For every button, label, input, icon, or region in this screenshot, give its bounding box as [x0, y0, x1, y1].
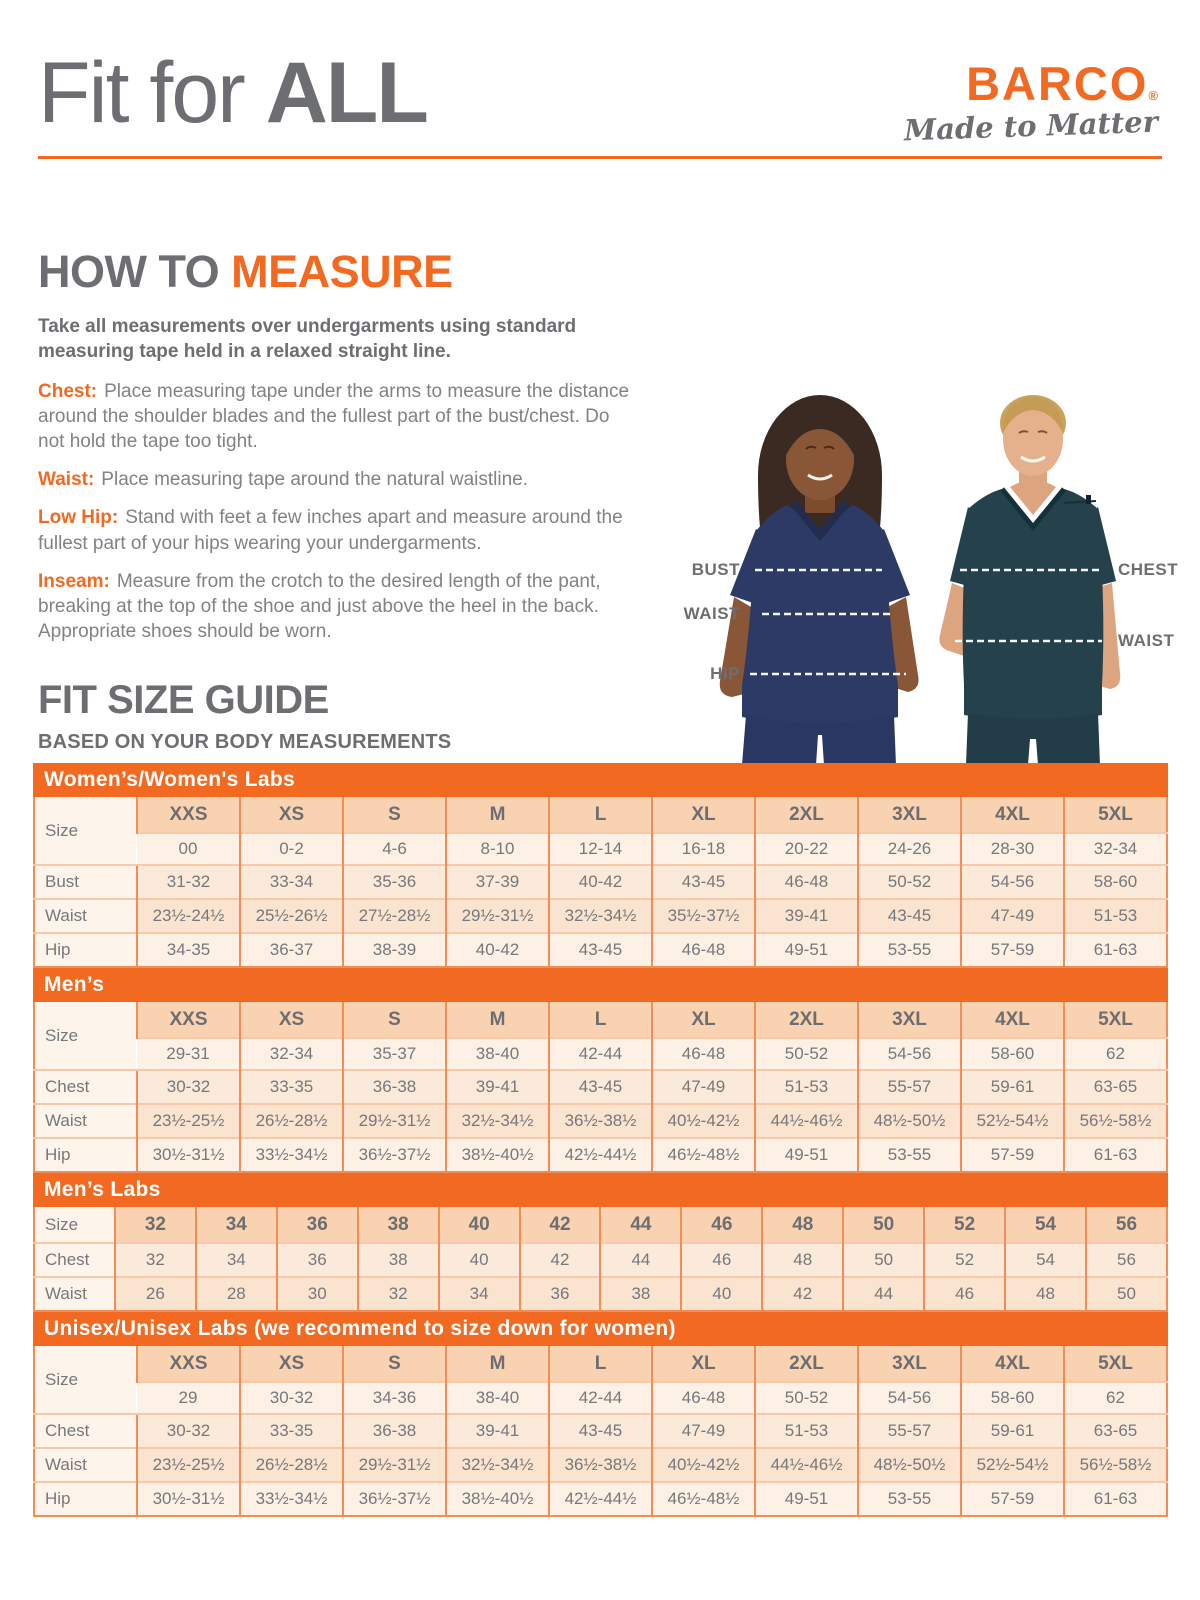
size-cell: 29½-31½ [343, 1104, 446, 1138]
registered-mark-icon: ® [1148, 88, 1158, 103]
size-cell: 28 [196, 1277, 277, 1311]
size-cell: Waist [34, 899, 137, 933]
table-banner: Unisex/Unisex Labs (we recommend to size down for women) [33, 1312, 1168, 1346]
size-cell: 34 [196, 1207, 277, 1243]
size-cell: M [446, 797, 549, 833]
size-cell: 62 [1064, 1382, 1167, 1414]
size-cell: 30-32 [137, 1414, 240, 1448]
size-cell: 30½-31½ [137, 1482, 240, 1516]
size-cell: 50 [843, 1207, 924, 1243]
size-cell: 3XL [858, 1002, 961, 1038]
brand-tagline: Made to Matter [903, 104, 1159, 148]
size-cell: Hip [34, 1482, 137, 1516]
size-cell: 61-63 [1064, 1138, 1167, 1172]
size-table [33, 797, 1168, 968]
size-cell: 57-59 [961, 1138, 1064, 1172]
measure-item-inseam [38, 569, 630, 644]
size-cell: 36½-37½ [343, 1482, 446, 1516]
size-cell: 37-39 [446, 865, 549, 899]
page-title-bold: ALL [265, 45, 427, 141]
size-cell: XS [240, 1346, 343, 1382]
size-cell: 51-53 [755, 1414, 858, 1448]
table-row [34, 1138, 1167, 1172]
size-cell: 51-53 [1064, 899, 1167, 933]
size-cell: 36½-38½ [549, 1104, 652, 1138]
size-cell: S [343, 797, 446, 833]
size-cell: 34-35 [137, 933, 240, 967]
size-cell: 31-32 [137, 865, 240, 899]
size-cell: 40 [681, 1277, 762, 1311]
size-cell: 8-10 [446, 833, 549, 865]
size-cell: 38 [358, 1207, 439, 1243]
table-banner: Women’s/Women's Labs [33, 763, 1168, 797]
size-cell: Chest [34, 1414, 137, 1448]
guide-title: FIT SIZE GUIDE [38, 678, 329, 722]
size-cell: 55-57 [858, 1070, 961, 1104]
size-cell: 46-48 [652, 1038, 755, 1070]
table-row [34, 1243, 1167, 1277]
size-cell: 48 [762, 1207, 843, 1243]
table-row [34, 1414, 1167, 1448]
size-cell: 61-63 [1064, 933, 1167, 967]
size-cell: Size [34, 1002, 137, 1070]
size-cell: Size [34, 797, 137, 865]
size-cell: XL [652, 797, 755, 833]
size-cell: 40 [439, 1207, 520, 1243]
size-cell: Bust [34, 865, 137, 899]
man-figure [939, 395, 1120, 765]
size-cell: XL [652, 1346, 755, 1382]
size-cell: 38 [600, 1277, 681, 1311]
size-cell: 51-53 [755, 1070, 858, 1104]
table-row [34, 1482, 1167, 1516]
size-cell: XXS [137, 797, 240, 833]
size-cell: 23½-25½ [137, 1104, 240, 1138]
size-cell: 33½-34½ [240, 1138, 343, 1172]
size-cell: 46-48 [652, 1382, 755, 1414]
size-cell: 42 [762, 1277, 843, 1311]
size-table [33, 1207, 1168, 1312]
size-cell: 47-49 [652, 1070, 755, 1104]
how-to-measure-heading [38, 246, 630, 298]
size-cell: 47-49 [652, 1414, 755, 1448]
size-cell: 46 [924, 1277, 1005, 1311]
measure-desc: Place measuring tape under the arms to measure the distance around the shoulder blades and the fullest part of the bust/chest. Do not hold the tape too tight. [38, 381, 630, 453]
table-row [34, 899, 1167, 933]
size-cell: 44½-46½ [755, 1104, 858, 1138]
size-cell: 58-60 [1064, 865, 1167, 899]
size-cell: 36 [277, 1207, 358, 1243]
size-cell: 42½-44½ [549, 1482, 652, 1516]
size-cell: 54 [1005, 1243, 1086, 1277]
table-banner: Men’s [33, 968, 1168, 1002]
size-cell: 29 [137, 1382, 240, 1414]
size-cell: 24-26 [858, 833, 961, 865]
size-cell: 35-36 [343, 865, 446, 899]
size-cell: 38-40 [446, 1038, 549, 1070]
size-cell: 42½-44½ [549, 1138, 652, 1172]
size-cell: 43-45 [652, 865, 755, 899]
size-cell: 47-49 [961, 899, 1064, 933]
size-cell: Chest [34, 1243, 115, 1277]
size-cell: 44 [600, 1207, 681, 1243]
woman-waist-label: WAIST [683, 604, 740, 623]
size-cell: 46-48 [755, 865, 858, 899]
size-cell: 29½-31½ [343, 1448, 446, 1482]
size-cell: 32½-34½ [549, 899, 652, 933]
size-cell: 26½-28½ [240, 1448, 343, 1482]
size-cell: 49-51 [755, 1138, 858, 1172]
size-cell: 34 [196, 1243, 277, 1277]
size-cell: 33-34 [240, 865, 343, 899]
size-cell: 38-40 [446, 1382, 549, 1414]
size-cell: 61-63 [1064, 1482, 1167, 1516]
size-cell: 48½-50½ [858, 1104, 961, 1138]
size-cell: 58-60 [961, 1382, 1064, 1414]
size-cell: 46 [681, 1243, 762, 1277]
size-cell: 38½-40½ [446, 1138, 549, 1172]
size-cell: 5XL [1064, 1002, 1167, 1038]
table-banner: Men’s Labs [33, 1173, 1168, 1207]
size-cell: 46 [681, 1207, 762, 1243]
size-cell: Size [34, 1346, 137, 1414]
size-cell: 39-41 [755, 899, 858, 933]
size-cell: 33-35 [240, 1070, 343, 1104]
table-row [34, 1070, 1167, 1104]
size-cell: 34-36 [343, 1382, 446, 1414]
measure-desc: Stand with feet a few inches apart and measure around the fullest part of your hips wearing your undergarments. [38, 507, 623, 554]
measurement-figures [650, 383, 1195, 765]
size-cell: 40½-42½ [652, 1104, 755, 1138]
size-cell: 23½-25½ [137, 1448, 240, 1482]
brand-name: BARCO® [966, 57, 1158, 110]
how-to-measure-section [38, 246, 630, 657]
size-cell: 4-6 [343, 833, 446, 865]
size-cell: 54-56 [961, 865, 1064, 899]
size-cell: 46-48 [652, 933, 755, 967]
table-row [34, 933, 1167, 967]
fit-size-guide-heading [38, 678, 451, 754]
size-cell: XXS [137, 1002, 240, 1038]
brand-logo [903, 57, 1159, 148]
size-cell: 62 [1064, 1038, 1167, 1070]
header-divider [38, 156, 1162, 159]
size-cell: 46½-48½ [652, 1138, 755, 1172]
size-cell: 42-44 [549, 1382, 652, 1414]
size-cell: L [549, 797, 652, 833]
size-cell: S [343, 1346, 446, 1382]
measure-term: Chest: [38, 381, 98, 403]
size-cell: 4XL [961, 1346, 1064, 1382]
size-cell: 56½-58½ [1064, 1104, 1167, 1138]
size-cell: 49-51 [755, 933, 858, 967]
table-row [34, 1277, 1167, 1311]
size-cell: 4XL [961, 797, 1064, 833]
size-cell: 5XL [1064, 1346, 1167, 1382]
size-cell: 35½-37½ [652, 899, 755, 933]
size-table [33, 1346, 1168, 1517]
size-cell: 38-39 [343, 933, 446, 967]
size-cell: 52½-54½ [961, 1104, 1064, 1138]
size-cell: 32 [115, 1207, 196, 1243]
size-cell: 4XL [961, 1002, 1064, 1038]
size-cell: 33½-34½ [240, 1482, 343, 1516]
size-cell: 38½-40½ [446, 1482, 549, 1516]
size-cell: 58-60 [961, 1038, 1064, 1070]
size-cell: 23½-24½ [137, 899, 240, 933]
size-cell: 20-22 [755, 833, 858, 865]
measure-term: Low Hip: [38, 507, 119, 529]
size-cell: L [549, 1346, 652, 1382]
size-cell: 44½-46½ [755, 1448, 858, 1482]
size-cell: 57-59 [961, 933, 1064, 967]
size-cell: 44 [600, 1243, 681, 1277]
measure-item-waist [38, 467, 630, 492]
size-cell: 30½-31½ [137, 1138, 240, 1172]
measure-desc: Place measuring tape around the natural waistline. [101, 469, 528, 491]
size-cell: 3XL [858, 797, 961, 833]
size-cell: 49-51 [755, 1482, 858, 1516]
size-cell: 42 [520, 1207, 601, 1243]
size-cell: 29½-31½ [446, 899, 549, 933]
size-cell: 59-61 [961, 1070, 1064, 1104]
size-cell: 32-34 [240, 1038, 343, 1070]
size-cell: 32½-34½ [446, 1104, 549, 1138]
size-cell: 40½-42½ [652, 1448, 755, 1482]
size-cell: 43-45 [549, 1070, 652, 1104]
size-table [33, 1002, 1168, 1173]
size-cell: 32 [358, 1277, 439, 1311]
size-cell: 63-65 [1064, 1414, 1167, 1448]
size-cell: M [446, 1002, 549, 1038]
size-cell: 36 [277, 1243, 358, 1277]
size-cell: XS [240, 797, 343, 833]
guide-subtitle: BASED ON YOUR BODY MEASUREMENTS [38, 731, 452, 753]
size-cell: 40-42 [446, 933, 549, 967]
size-cell: 2XL [755, 1346, 858, 1382]
size-cell: 5XL [1064, 797, 1167, 833]
size-cell: 43-45 [549, 1414, 652, 1448]
size-cell: Size [34, 1207, 115, 1243]
size-cell: 26½-28½ [240, 1104, 343, 1138]
measure-term: Inseam: [38, 570, 110, 592]
measure-desc: Measure from the crotch to the desired length of the pant, breaking at the top of the shoe and just above the heel in the back. Appropriate shoes should be worn. [38, 570, 601, 642]
size-cell: 26 [115, 1277, 196, 1311]
size-cell: 0-2 [240, 833, 343, 865]
size-cell: 30-32 [137, 1070, 240, 1104]
size-cell: 36 [520, 1277, 601, 1311]
size-cell: 57-59 [961, 1482, 1064, 1516]
measure-item-chest [38, 379, 630, 454]
size-cell: 36-38 [343, 1414, 446, 1448]
measure-term: Waist: [38, 469, 95, 491]
table-row [34, 1448, 1167, 1482]
size-cell: 28-30 [961, 833, 1064, 865]
bust-label: BUST [691, 560, 740, 579]
size-cell: 2XL [755, 797, 858, 833]
size-cell: 00 [137, 833, 240, 865]
size-cell: 56 [1086, 1243, 1167, 1277]
size-cell: XL [652, 1002, 755, 1038]
size-cell: Chest [34, 1070, 137, 1104]
size-cell: 48 [1005, 1277, 1086, 1311]
size-tables [33, 763, 1168, 1517]
size-cell: 48 [762, 1243, 843, 1277]
chest-label: CHEST [1118, 560, 1179, 579]
size-cell: 46½-48½ [652, 1482, 755, 1516]
size-cell: 32½-34½ [446, 1448, 549, 1482]
size-cell: Waist [34, 1448, 137, 1482]
size-cell: Hip [34, 1138, 137, 1172]
size-cell: 36½-37½ [343, 1138, 446, 1172]
size-cell: 63-65 [1064, 1070, 1167, 1104]
size-cell: 53-55 [858, 1138, 961, 1172]
size-cell: 33-35 [240, 1414, 343, 1448]
size-cell: 44 [843, 1277, 924, 1311]
size-cell: 39-41 [446, 1414, 549, 1448]
size-cell: 43-45 [549, 933, 652, 967]
size-cell: 56 [1086, 1207, 1167, 1243]
size-cell: 36-38 [343, 1070, 446, 1104]
size-cell: 55-57 [858, 1414, 961, 1448]
table-row [34, 1104, 1167, 1138]
size-cell: 38 [358, 1243, 439, 1277]
size-cell: 50 [1086, 1277, 1167, 1311]
size-cell: 54-56 [858, 1038, 961, 1070]
size-cell: 42 [520, 1243, 601, 1277]
table-row [34, 865, 1167, 899]
size-cell: 50 [843, 1243, 924, 1277]
size-cell: 54 [1005, 1207, 1086, 1243]
size-cell: 52½-54½ [961, 1448, 1064, 1482]
size-cell: Waist [34, 1277, 115, 1311]
size-cell: 56½-58½ [1064, 1448, 1167, 1482]
size-cell: 12-14 [549, 833, 652, 865]
size-cell: 50-52 [755, 1382, 858, 1414]
size-cell: 16-18 [652, 833, 755, 865]
size-cell: 30 [277, 1277, 358, 1311]
size-cell: 25½-26½ [240, 899, 343, 933]
size-cell: XS [240, 1002, 343, 1038]
size-cell: 52 [924, 1207, 1005, 1243]
size-cell: 40-42 [549, 865, 652, 899]
size-cell: Waist [34, 1104, 137, 1138]
size-cell: 50-52 [755, 1038, 858, 1070]
man-waist-label: WAIST [1118, 631, 1175, 650]
size-cell: 36-37 [240, 933, 343, 967]
heading-orange-part: MEASURE [231, 246, 453, 297]
size-cell: Hip [34, 933, 137, 967]
heading-gray-part: HOW TO [38, 246, 220, 297]
size-cell: L [549, 1002, 652, 1038]
size-cell: 53-55 [858, 933, 961, 967]
size-cell: 3XL [858, 1346, 961, 1382]
size-cell: XXS [137, 1346, 240, 1382]
size-cell: M [446, 1346, 549, 1382]
size-cell: 42-44 [549, 1038, 652, 1070]
size-cell: 32 [115, 1243, 196, 1277]
size-cell: 43-45 [858, 899, 961, 933]
size-cell: 48½-50½ [858, 1448, 961, 1482]
measure-item-low-hip [38, 505, 630, 555]
size-cell: 29-31 [137, 1038, 240, 1070]
measure-intro: Take all measurements over undergarments using standard measuring tape held in a relaxed straight line. [38, 316, 577, 363]
size-cell: 30-32 [240, 1382, 343, 1414]
size-cell: 54-56 [858, 1382, 961, 1414]
size-cell: 52 [924, 1243, 1005, 1277]
page-title [38, 44, 427, 143]
hip-label: HIP [710, 664, 740, 683]
size-cell: 32-34 [1064, 833, 1167, 865]
size-cell: 2XL [755, 1002, 858, 1038]
woman-figure [720, 395, 919, 765]
size-cell: 27½-28½ [343, 899, 446, 933]
size-cell: 50-52 [858, 865, 961, 899]
size-cell: 53-55 [858, 1482, 961, 1516]
size-cell: 59-61 [961, 1414, 1064, 1448]
size-cell: S [343, 1002, 446, 1038]
size-cell: 35-37 [343, 1038, 446, 1070]
size-cell: 36½-38½ [549, 1448, 652, 1482]
page-title-regular: Fit for [38, 45, 244, 141]
size-cell: 40 [439, 1243, 520, 1277]
size-cell: 39-41 [446, 1070, 549, 1104]
size-cell: 34 [439, 1277, 520, 1311]
